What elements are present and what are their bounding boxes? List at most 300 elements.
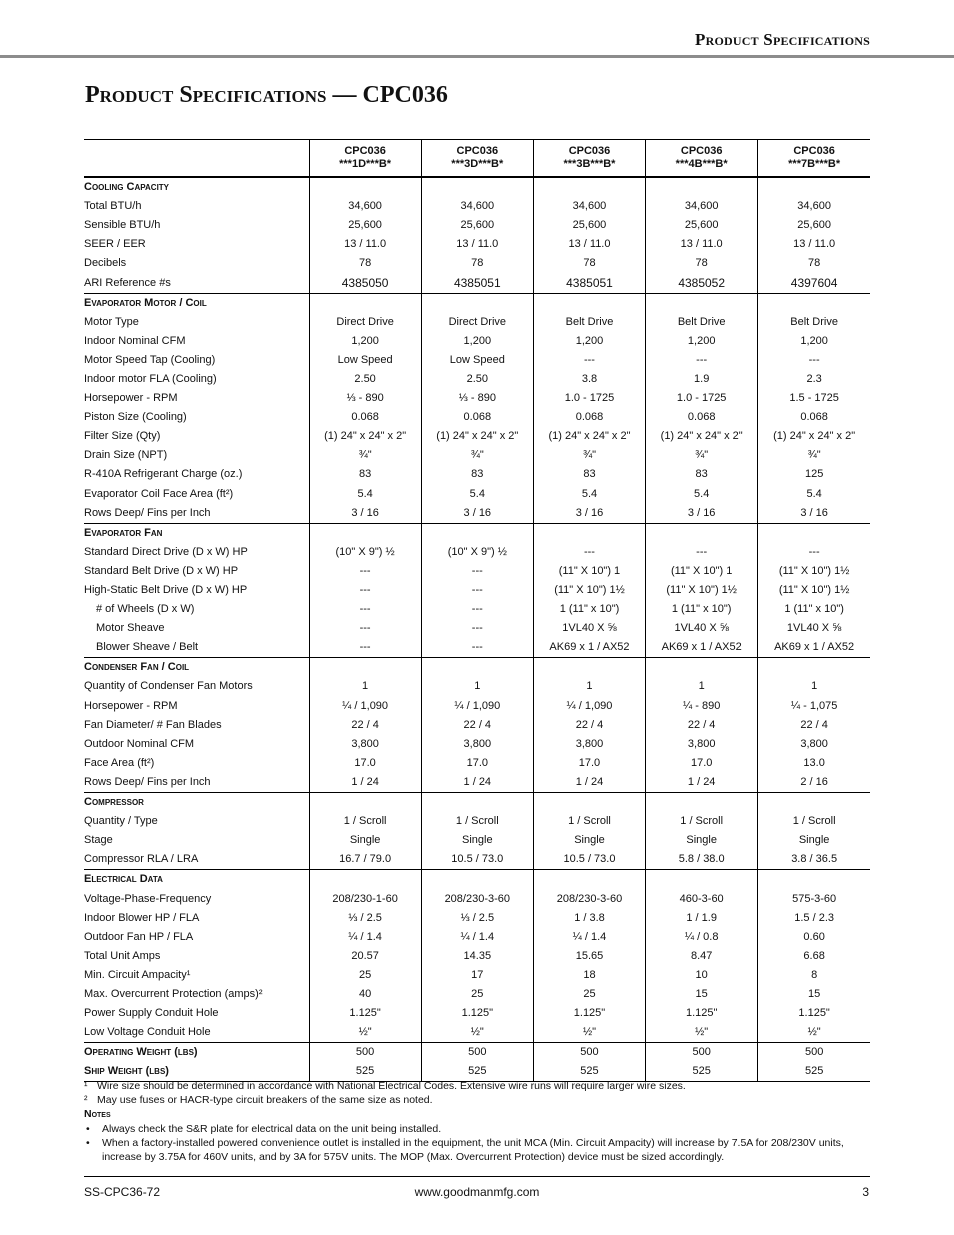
- value-cell: 2.50: [421, 370, 533, 389]
- value-cell: ½": [646, 1023, 758, 1043]
- model-header-line: ***4B***B*: [675, 158, 728, 170]
- value-cell: 78: [533, 254, 645, 273]
- section-title: Electrical Data: [84, 870, 309, 890]
- value-cell: 3 / 16: [421, 504, 533, 524]
- value-cell: 0.068: [309, 408, 421, 427]
- value-cell: 3,800: [421, 735, 533, 754]
- section-title: Cooling Capacity: [84, 177, 309, 197]
- empty-cell: [309, 870, 421, 890]
- value-cell: Single: [758, 831, 870, 850]
- value-cell: 25,600: [421, 216, 533, 235]
- value-cell: 2.50: [309, 370, 421, 389]
- value-cell: 1VL40 X ⅝: [758, 619, 870, 638]
- value-cell: 1 / 24: [309, 773, 421, 793]
- value-cell: (10" X 9") ½: [309, 543, 421, 562]
- table-row: [84, 1023, 870, 1043]
- row-label: ARI Reference #s: [84, 276, 171, 289]
- spec-table-header: [84, 140, 870, 178]
- value-cell: 25: [421, 985, 533, 1004]
- value-cell: ---: [421, 619, 533, 638]
- value-cell: AK69 x 1 / AX52: [646, 638, 758, 658]
- value-cell: 0.068: [533, 408, 645, 427]
- table-row: [84, 485, 870, 504]
- row-label: Indoor Blower HP / FLA: [84, 911, 200, 924]
- empty-cell: [758, 658, 870, 678]
- label-column-header: [84, 140, 309, 178]
- value-cell: 25,600: [533, 216, 645, 235]
- value-cell: 1,200: [533, 332, 645, 351]
- value-cell: 17.0: [533, 754, 645, 773]
- value-cell: 1 / Scroll: [421, 812, 533, 831]
- value-cell: ---: [646, 351, 758, 370]
- value-cell: 13 / 11.0: [533, 235, 645, 254]
- table-row: [84, 465, 870, 484]
- empty-cell: [309, 177, 421, 197]
- value-cell: 16.7 / 79.0: [309, 850, 421, 870]
- model-header-line: ***7B***B*: [788, 158, 841, 170]
- note-item: [84, 1136, 870, 1164]
- empty-cell: [421, 523, 533, 543]
- note-text: Always check the S&R plate for electrical data on the unit being installed.: [102, 1122, 442, 1135]
- value-cell: 13.0: [758, 754, 870, 773]
- value-cell: 17.0: [646, 754, 758, 773]
- value-cell: ¾": [758, 446, 870, 465]
- value-cell: ---: [758, 543, 870, 562]
- value-cell: (1) 24" x 24" x 2": [646, 427, 758, 446]
- footnote-1: [84, 1079, 870, 1093]
- value-cell: 8.47: [646, 947, 758, 966]
- empty-cell: [758, 793, 870, 813]
- value-cell: ¾": [309, 446, 421, 465]
- table-row: [84, 638, 870, 658]
- value-cell: 1,200: [309, 332, 421, 351]
- running-head: Product Specifications: [695, 30, 870, 49]
- value-cell: 1 / 24: [533, 773, 645, 793]
- row-label: Evaporator Coil Face Area (ft²): [84, 487, 234, 500]
- value-cell: 4385051: [421, 273, 533, 293]
- value-cell: ⅓ - 890: [309, 389, 421, 408]
- value-cell: 3.8 / 36.5: [758, 850, 870, 870]
- row-label: Rows Deep/ Fins per Inch: [84, 775, 211, 788]
- row-label: Horsepower - RPM: [84, 392, 178, 405]
- model-header: [533, 140, 645, 178]
- value-cell: (1) 24" x 24" x 2": [421, 427, 533, 446]
- value-cell: 1.5 / 2.3: [758, 909, 870, 928]
- value-cell: 1.125": [758, 1004, 870, 1023]
- empty-cell: [646, 523, 758, 543]
- value-cell: 525: [646, 1062, 758, 1082]
- value-cell: 83: [533, 465, 645, 484]
- row-label: Quantity / Type: [84, 815, 158, 828]
- value-cell: 10.5 / 73.0: [421, 850, 533, 870]
- value-cell: 208/230-3-60: [421, 889, 533, 908]
- row-label: Ship Weight (lbs): [84, 1062, 309, 1082]
- value-cell: ⅓ / 2.5: [421, 909, 533, 928]
- value-cell: 25,600: [758, 216, 870, 235]
- value-cell: 500: [309, 1043, 421, 1063]
- value-cell: 208/230-3-60: [533, 889, 645, 908]
- header-rule: [0, 55, 954, 58]
- row-label: Total BTU/h: [84, 200, 142, 213]
- value-cell: ---: [421, 562, 533, 581]
- value-cell: 22 / 4: [533, 716, 645, 735]
- row-label: SEER / EER: [84, 238, 146, 251]
- table-row: [84, 831, 870, 850]
- value-cell: 15: [646, 985, 758, 1004]
- footnote-2: [84, 1093, 870, 1107]
- table-row: [84, 697, 870, 716]
- value-cell: ---: [421, 581, 533, 600]
- value-cell: 125: [758, 465, 870, 484]
- value-cell: 0.068: [421, 408, 533, 427]
- value-cell: 4385052: [646, 273, 758, 293]
- value-cell: 1: [533, 677, 645, 696]
- value-cell: 1.125": [421, 1004, 533, 1023]
- row-label: Fan Diameter/ # Fan Blades: [84, 718, 222, 731]
- table-row: [84, 254, 870, 273]
- row-label: Standard Belt Drive (D x W) HP: [84, 564, 239, 577]
- value-cell: (1) 24" x 24" x 2": [533, 427, 645, 446]
- value-cell: 1.125": [646, 1004, 758, 1023]
- section-title: Compressor: [84, 793, 309, 813]
- value-cell: ---: [758, 351, 870, 370]
- section-title: Condenser Fan / Coil: [84, 658, 309, 678]
- footnote-mark: ¹: [84, 1080, 88, 1092]
- table-row: [84, 197, 870, 216]
- value-cell: 17.0: [421, 754, 533, 773]
- value-cell: 575-3-60: [758, 889, 870, 908]
- table-row: [84, 427, 870, 446]
- row-label: Face Area (ft²): [84, 756, 155, 769]
- row-label: R-410A Refrigerant Charge (oz.): [84, 468, 243, 481]
- value-cell: 500: [758, 1043, 870, 1063]
- value-cell: ½": [533, 1023, 645, 1043]
- value-cell: ¼ / 1.4: [421, 928, 533, 947]
- value-cell: 525: [421, 1062, 533, 1082]
- row-label: # of Wheels (D x W): [96, 603, 195, 616]
- row-label: Operating Weight (lbs): [84, 1043, 309, 1063]
- value-cell: ¼ - 890: [646, 697, 758, 716]
- value-cell: 1 / 24: [421, 773, 533, 793]
- row-label: Compressor RLA / LRA: [84, 853, 199, 866]
- value-cell: AK69 x 1 / AX52: [533, 638, 645, 658]
- value-cell: 1VL40 X ⅝: [646, 619, 758, 638]
- row-label: Power Supply Conduit Hole: [84, 1007, 219, 1020]
- document-id: SS-CPC36-72: [84, 1185, 161, 1199]
- page-number: 3: [862, 1185, 869, 1199]
- value-cell: 0.068: [646, 408, 758, 427]
- table-row: [84, 562, 870, 581]
- value-cell: 1 / 24: [646, 773, 758, 793]
- row-label: Drain Size (NPT): [84, 449, 168, 462]
- value-cell: 3,800: [309, 735, 421, 754]
- value-cell: Direct Drive: [421, 313, 533, 332]
- table-row: [84, 850, 870, 870]
- value-cell: 1 / Scroll: [309, 812, 421, 831]
- value-cell: 525: [533, 1062, 645, 1082]
- value-cell: 13 / 11.0: [421, 235, 533, 254]
- value-cell: 34,600: [758, 197, 870, 216]
- table-row: [84, 600, 870, 619]
- value-cell: ¼ / 1.4: [309, 928, 421, 947]
- row-label: Sensible BTU/h: [84, 219, 161, 232]
- value-cell: 13 / 11.0: [758, 235, 870, 254]
- empty-cell: [309, 293, 421, 313]
- spec-table: [84, 139, 870, 1082]
- row-label: Piston Size (Cooling): [84, 411, 187, 424]
- value-cell: Single: [309, 831, 421, 850]
- value-cell: 18: [533, 966, 645, 985]
- value-cell: 22 / 4: [309, 716, 421, 735]
- empty-cell: [758, 870, 870, 890]
- table-row: [84, 370, 870, 389]
- empty-cell: [309, 523, 421, 543]
- table-row: [84, 1004, 870, 1023]
- value-cell: 208/230-1-60: [309, 889, 421, 908]
- value-cell: (11" X 10") 1½: [758, 581, 870, 600]
- table-row: [84, 966, 870, 985]
- empty-cell: [421, 870, 533, 890]
- value-cell: Belt Drive: [758, 313, 870, 332]
- empty-cell: [646, 793, 758, 813]
- value-cell: Single: [421, 831, 533, 850]
- value-cell: ¼ / 1,090: [421, 697, 533, 716]
- value-cell: 3 / 16: [758, 504, 870, 524]
- value-cell: Belt Drive: [646, 313, 758, 332]
- row-label: Outdoor Fan HP / FLA: [84, 930, 194, 943]
- value-cell: 83: [309, 465, 421, 484]
- value-cell: 17.0: [309, 754, 421, 773]
- model-header-line: CPC036: [680, 145, 723, 157]
- row-label: Blower Sheave / Belt: [96, 641, 199, 654]
- value-cell: 1.0 - 1725: [533, 389, 645, 408]
- value-cell: 3,800: [646, 735, 758, 754]
- bullet-icon: •: [86, 1136, 90, 1149]
- row-label: Min. Circuit Ampacity¹: [84, 968, 191, 981]
- row-label: Motor Sheave: [96, 622, 165, 635]
- row-label: Max. Overcurrent Protection (amps)²: [84, 987, 263, 1000]
- value-cell: ¼ / 1,090: [309, 697, 421, 716]
- value-cell: (11" X 10") 1½: [646, 581, 758, 600]
- value-cell: 1 / Scroll: [758, 812, 870, 831]
- empty-cell: [758, 523, 870, 543]
- value-cell: 40: [309, 985, 421, 1004]
- value-cell: ---: [533, 351, 645, 370]
- value-cell: ---: [309, 581, 421, 600]
- table-row: [84, 716, 870, 735]
- value-cell: 1,200: [646, 332, 758, 351]
- model-header-line: ***3B***B*: [563, 158, 616, 170]
- value-cell: ¼ / 1,090: [533, 697, 645, 716]
- page-title: Product Specifications — CPC036: [85, 82, 448, 108]
- value-cell: 5.4: [646, 485, 758, 504]
- value-cell: ---: [309, 638, 421, 658]
- value-cell: 5.4: [758, 485, 870, 504]
- table-row: [84, 928, 870, 947]
- table-row: [84, 581, 870, 600]
- empty-cell: [646, 293, 758, 313]
- value-cell: 10.5 / 73.0: [533, 850, 645, 870]
- table-row: [84, 889, 870, 908]
- empty-cell: [646, 658, 758, 678]
- value-cell: Belt Drive: [533, 313, 645, 332]
- row-label: High-Static Belt Drive (D x W) HP: [84, 584, 248, 597]
- value-cell: 1 (11" x 10"): [533, 600, 645, 619]
- section-heading-row: [84, 793, 870, 813]
- value-cell: 1 / 3.8: [533, 909, 645, 928]
- value-cell: 5.4: [421, 485, 533, 504]
- row-label: Standard Direct Drive (D x W) HP: [84, 545, 248, 558]
- value-cell: 0.068: [758, 408, 870, 427]
- value-cell: 3 / 16: [309, 504, 421, 524]
- value-cell: (1) 24" x 24" x 2": [309, 427, 421, 446]
- row-label: Indoor motor FLA (Cooling): [84, 372, 217, 385]
- row-label: Voltage-Phase-Frequency: [84, 892, 212, 905]
- table-row: [84, 504, 870, 524]
- value-cell: 22 / 4: [646, 716, 758, 735]
- value-cell: ---: [533, 543, 645, 562]
- value-cell: 1 (11" x 10"): [646, 600, 758, 619]
- value-cell: (10" X 9") ½: [421, 543, 533, 562]
- value-cell: 5.4: [533, 485, 645, 504]
- model-header-row: [84, 140, 870, 178]
- value-cell: 8: [758, 966, 870, 985]
- value-cell: 1 (11" x 10"): [758, 600, 870, 619]
- value-cell: 22 / 4: [758, 716, 870, 735]
- value-cell: 13 / 11.0: [309, 235, 421, 254]
- empty-cell: [421, 293, 533, 313]
- value-cell: 1: [646, 677, 758, 696]
- row-label: Stage: [84, 834, 113, 847]
- footer-rule: [84, 1176, 870, 1177]
- value-cell: Direct Drive: [309, 313, 421, 332]
- table-row: [84, 773, 870, 793]
- section-title: Evaporator Motor / Coil: [84, 293, 309, 313]
- value-cell: 3,800: [758, 735, 870, 754]
- value-cell: 1: [309, 677, 421, 696]
- value-cell: 0.60: [758, 928, 870, 947]
- value-cell: 15.65: [533, 947, 645, 966]
- empty-cell: [758, 293, 870, 313]
- empty-cell: [533, 870, 645, 890]
- section-title: Evaporator Fan: [84, 523, 309, 543]
- row-label: Total Unit Amps: [84, 949, 161, 962]
- value-cell: 25: [309, 966, 421, 985]
- value-cell: 525: [309, 1062, 421, 1082]
- empty-cell: [421, 177, 533, 197]
- value-cell: (11" X 10") 1½: [758, 562, 870, 581]
- website-link[interactable]: www.goodmanmfg.com: [414, 1185, 540, 1199]
- empty-cell: [758, 177, 870, 197]
- table-row: [84, 273, 870, 293]
- value-cell: 78: [646, 254, 758, 273]
- table-row: [84, 812, 870, 831]
- table-row: [84, 754, 870, 773]
- footnote-text: Wire size should be determined in accordance with National Electrical Codes. Extensive wire runs will require larger wire sizes.: [97, 1080, 686, 1092]
- value-cell: 1: [421, 677, 533, 696]
- value-cell: ⅓ - 890: [421, 389, 533, 408]
- value-cell: 1.5 - 1725: [758, 389, 870, 408]
- value-cell: 460-3-60: [646, 889, 758, 908]
- value-cell: 1,200: [421, 332, 533, 351]
- empty-cell: [533, 293, 645, 313]
- table-row: [84, 619, 870, 638]
- model-header-line: ***3D***B*: [451, 158, 504, 170]
- value-cell: 500: [533, 1043, 645, 1063]
- row-label: Motor Speed Tap (Cooling): [84, 353, 216, 366]
- value-cell: 5.4: [309, 485, 421, 504]
- value-cell: Single: [533, 831, 645, 850]
- notes-heading: Notes: [84, 1108, 111, 1121]
- value-cell: ---: [309, 600, 421, 619]
- row-label: Rows Deep/ Fins per Inch: [84, 506, 211, 519]
- value-cell: 25,600: [646, 216, 758, 235]
- notes-block: [84, 1079, 870, 1164]
- table-row: [84, 216, 870, 235]
- model-header: [758, 140, 870, 178]
- value-cell: 1: [758, 677, 870, 696]
- model-header-line: CPC036: [344, 145, 386, 157]
- value-cell: 2.3: [758, 370, 870, 389]
- value-cell: 500: [646, 1043, 758, 1063]
- value-cell: 13 / 11.0: [646, 235, 758, 254]
- value-cell: 34,600: [533, 197, 645, 216]
- value-cell: 2 / 16: [758, 773, 870, 793]
- value-cell: ¼ - 1,075: [758, 697, 870, 716]
- value-cell: 1 / Scroll: [646, 812, 758, 831]
- value-cell: 5.8 / 38.0: [646, 850, 758, 870]
- value-cell: 78: [758, 254, 870, 273]
- row-label: Horsepower - RPM: [84, 699, 178, 712]
- empty-cell: [309, 793, 421, 813]
- value-cell: 3,800: [533, 735, 645, 754]
- value-cell: ¼ / 0.8: [646, 928, 758, 947]
- value-cell: 4385050: [309, 273, 421, 293]
- value-cell: (11" X 10") 1: [533, 562, 645, 581]
- note-text: When a factory-installed powered convenience outlet is installed in the equipment, the unit MCA (Min. Circuit Ampacity) will increase by 7.5A for 208/230V units, increase by 3.75A for 460V units, and by 3A for 575V units. The MOP (Max. Overcurrent Protection) device must be sized accordingly.: [102, 1136, 844, 1164]
- value-cell: 78: [421, 254, 533, 273]
- row-label: Decibels: [84, 257, 127, 270]
- section-heading-row: [84, 523, 870, 543]
- value-cell: 25: [533, 985, 645, 1004]
- value-cell: ---: [421, 638, 533, 658]
- table-row: [84, 389, 870, 408]
- value-cell: 83: [646, 465, 758, 484]
- table-row: [84, 543, 870, 562]
- table-row: [84, 351, 870, 370]
- value-cell: ½": [758, 1023, 870, 1043]
- value-cell: 1VL40 X ⅝: [533, 619, 645, 638]
- value-cell: ¾": [646, 446, 758, 465]
- value-cell: ½": [421, 1023, 533, 1043]
- value-cell: 34,600: [309, 197, 421, 216]
- table-row: [84, 313, 870, 332]
- value-cell: 1 / 1.9: [646, 909, 758, 928]
- value-cell: (11" X 10") 1: [646, 562, 758, 581]
- table-row: [84, 735, 870, 754]
- table-row: [84, 446, 870, 465]
- empty-cell: [646, 870, 758, 890]
- empty-cell: [646, 177, 758, 197]
- model-header-line: CPC036: [456, 145, 499, 157]
- section-heading-row: [84, 658, 870, 678]
- value-cell: 500: [421, 1043, 533, 1063]
- value-cell: 14.35: [421, 947, 533, 966]
- model-header-line: CPC036: [793, 145, 835, 157]
- value-cell: 1.0 - 1725: [646, 389, 758, 408]
- note-item: [84, 1122, 870, 1136]
- value-cell: (1) 24" x 24" x 2": [758, 427, 870, 446]
